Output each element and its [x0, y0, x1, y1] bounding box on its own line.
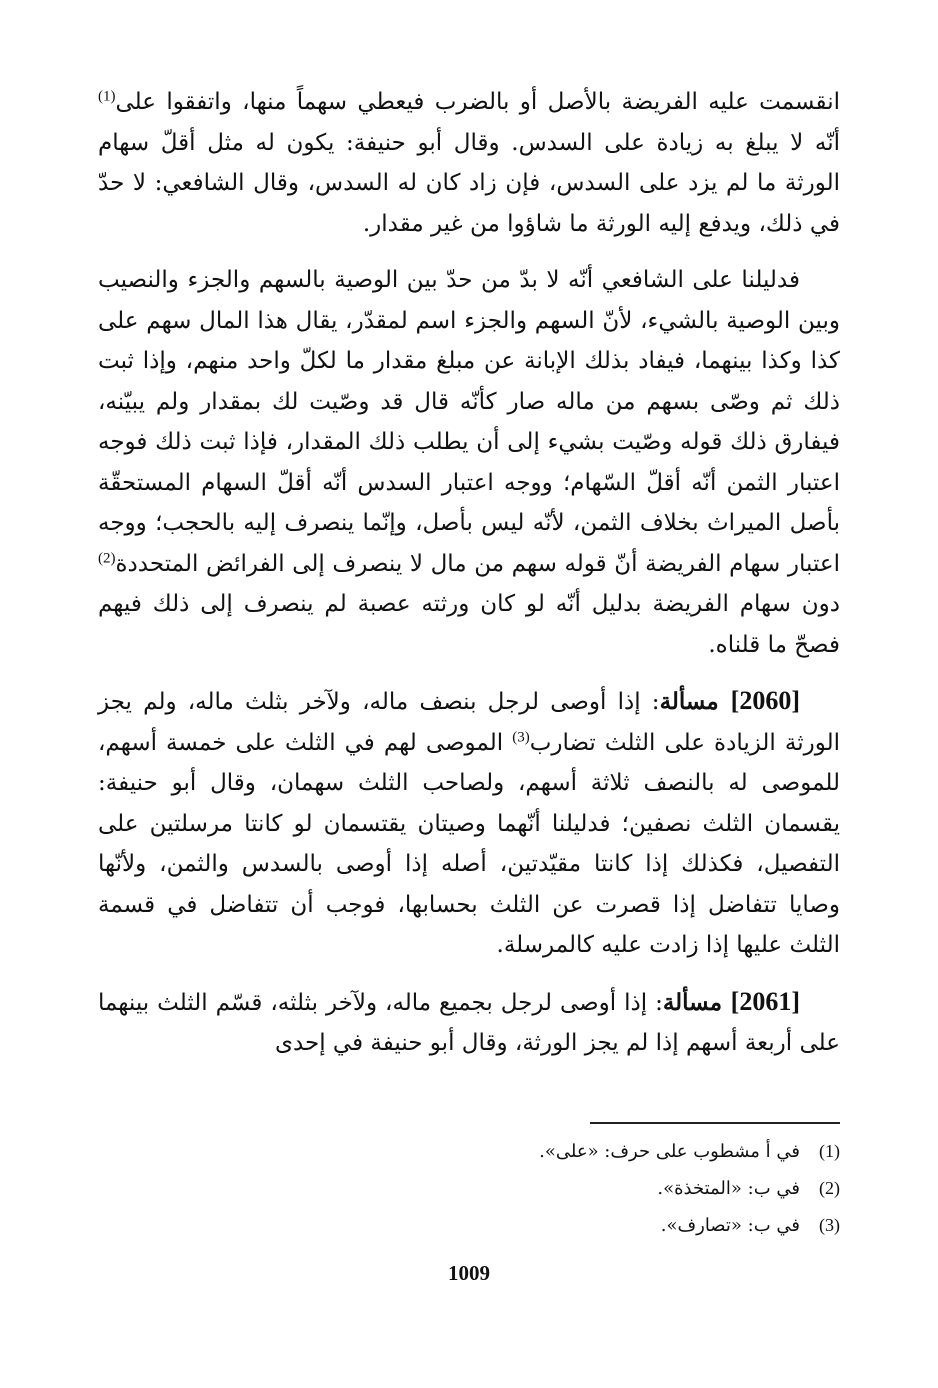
- paragraph-3-text-b: الموصى لهم في الثلث على خمسة أسهم، للموصى له بالنصف ثلاثة أسهم، ولصاحب الثلث سهمان، وقال أبو حنيفة: يقسمان الثلث نصفين؛ فدليلنا أنّهما وصيتان يقتسمان لو كانتا مرسلتين على التفصيل، فكذلك إذا كانتا مقيّدتين، أصله إذا أوصى بالسدس والثمن، ولأنّها وصايا تتفاضل إذا قصرت عن الثلث بحسابها، فوجب أن تتفاضل في قسمة الثلث عليها إذا زادت عليه كالمرسلة.: [98, 729, 840, 958]
- footnote-text: في ب: «تصارف».: [660, 1215, 800, 1236]
- footnote-number: (2): [819, 1178, 840, 1198]
- issue-number-2061: [2061]: [730, 986, 800, 1016]
- footnote-ref-3: (3): [512, 728, 530, 745]
- paragraph-1-text-b: أنّه لا يبلغ به زيادة على السدس. وقال أبو حنيفة: يكون له مثل أقلّ سهام الورثة ما لم يزد على السدس، فإن زاد كان له السدس، وقال الشافعي: لا حدّ في ذلك، ويدفع إليه الورثة ما شاؤوا من غير مقدار.: [98, 129, 840, 237]
- paragraph-2: [98, 260, 840, 665]
- paragraph-3: [98, 681, 840, 966]
- issue-number-2060: [2060]: [730, 686, 800, 715]
- paragraph-3-text-a: : إذا أوصى لرجل بنصف ماله، ولآخر بثلث ماله، ولم يجز الورثة الزيادة على الثلث تضارب: [98, 689, 840, 756]
- footnote-text: في أ مشطوب على حرف: «على».: [539, 1141, 800, 1162]
- footnote-ref-1: (1): [98, 88, 116, 105]
- footnote-1: [98, 1133, 840, 1170]
- footnote-text: في ب: «المتخذة».: [657, 1178, 800, 1199]
- paragraph-4-text-a: : إذا أوصى لرجل بجميع ماله، ولآخر بثلثه، قسّم الثلث بينهما على أربعة أسهم إذا لم يجز الورثة، وقال أبو حنيفة في إحدى: [98, 989, 840, 1056]
- main-text: [98, 82, 840, 1064]
- footnote-2: [98, 1170, 840, 1207]
- paragraph-2-text-a: فدليلنا على الشافعي أنّه لا بدّ من حدّ بين الوصية بالسهم والجزء والنصيب وبين الوصية بالشيء، لأنّ السهم والجزء اسم لمقدّر، يقال هذا المال سهم على كذا وكذا بينهما، فيفاد بذلك الإبانة عن مبلغ مقدار ما لكلّ واحد منهم، وإذا ثبت ذلك ثم وصّى بسهم من ماله صار كأنّه قال قد وصّيت لك بمقدار ولم يبيّنه، فيفارق ذلك قوله وصّيت بشيء إلى أن يطلب ذلك المقدار، فإذا ثبت ذلك فوجه اعتبار الثمن أنّه أقلّ السّهام؛ ووجه اعتبار السدس أنّه أقلّ السهام المستحقّة بأصل الميراث بخلاف الثمن، لأنّه ليس بأصل، وإنّما ينصرف إليه بالحجب؛ ووجه اعتبار سهام الفريضة أنّ قوله سهم من مال لا ينصرف إلى الفرائض المتحددة: [98, 267, 840, 577]
- footnote-ref-2: (2): [98, 549, 116, 566]
- issue-label: مسألة: [662, 988, 731, 1016]
- paragraph-1: [98, 82, 840, 244]
- paragraph-4: [98, 982, 840, 1064]
- footnote-number: (3): [819, 1215, 840, 1235]
- footnotes: [98, 1133, 840, 1244]
- issue-label: مسألة: [659, 688, 731, 715]
- page-number: 1009: [448, 1261, 490, 1285]
- paragraph-1-text-a: انقسمت عليه الفريضة بالأصل أو بالضرب فيعطي سهماً منها، واتفقوا على: [115, 89, 840, 115]
- footnote-3: [98, 1207, 840, 1244]
- footnote-number: (1): [819, 1141, 840, 1161]
- footnote-separator: [590, 1122, 840, 1124]
- paragraph-2-text-b: دون سهام الفريضة بدليل أنّه لو كان ورثته عصبة لم ينصرف إلى ذلك فيهم فصحّ ما قلناه.: [98, 591, 840, 658]
